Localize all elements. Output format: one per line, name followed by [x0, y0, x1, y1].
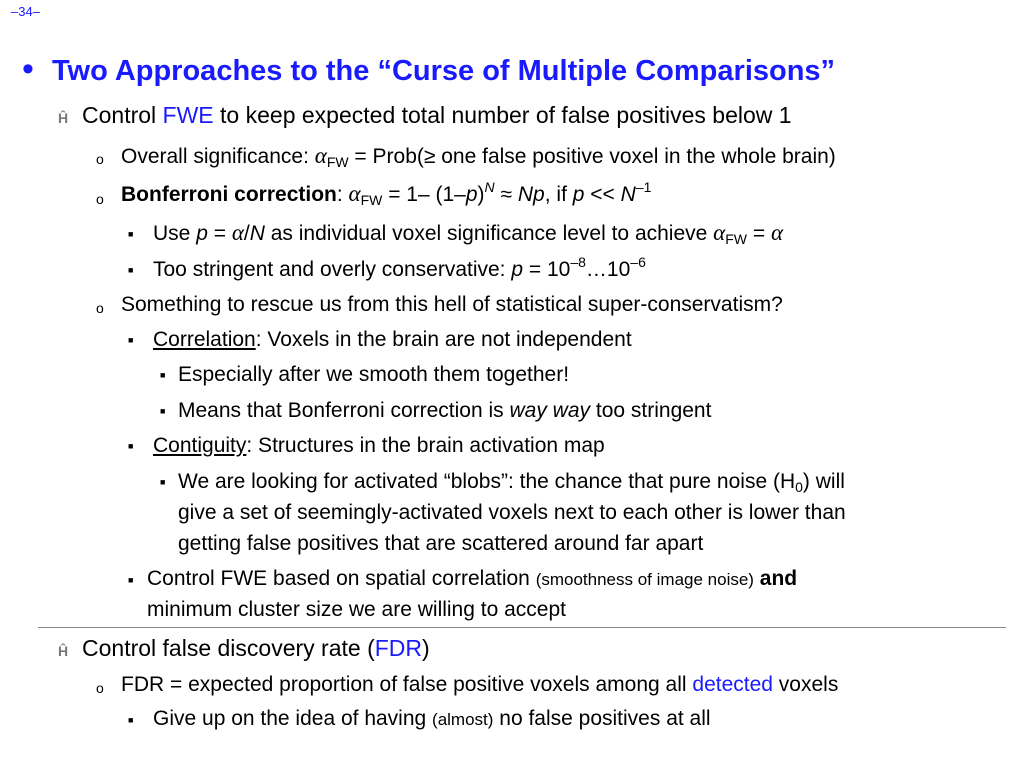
- way-too-stringent: Means that Bonferroni correction is way way too stringent: [178, 399, 712, 422]
- square-bullet-icon: ■: [160, 370, 166, 380]
- blobs-line-2: give a set of seemingly-activated voxels next to each other is lower than: [178, 501, 846, 524]
- fwe-heading: Control FWE to keep expected total number of false positives below 1: [82, 102, 792, 128]
- section-divider: [38, 627, 1006, 628]
- too-stringent: Too stringent and overly conservative: $p = 10^{-8}\dots 10^{-6}$: [153, 254, 646, 281]
- page-number: –34–: [11, 4, 40, 19]
- blobs-line-1: We are looking for activated “blobs”: the chance that pure noise $(H_0)$ will: [178, 470, 845, 495]
- contiguity-item: Contiguity: Structures in the brain activation map: [153, 434, 605, 457]
- o-bullet-icon: o: [96, 151, 104, 167]
- square-bullet-icon: ■: [128, 229, 134, 239]
- square-bullet-icon: ■: [128, 715, 134, 725]
- o-bullet-icon: o: [96, 191, 104, 207]
- square-bullet-icon: ■: [128, 335, 134, 345]
- give-up-item: Give up on the idea of having (almost) no false positives at all: [153, 707, 711, 730]
- spatial-correlation-line-1: Control FWE based on spatial correlation (smoothness of image noise) and: [147, 567, 798, 590]
- overall-significance: Overall significance: $\alpha_{FW}$ = Prob(≥ one false positive voxel in the whole brain): [121, 143, 836, 170]
- smooth-together: Especially after we smooth them together!: [178, 363, 570, 386]
- bonferroni-correction: Bonferroni correction: $\alpha_{FW} = 1-$ $(1-p)^N \approx Np$, if $p << N^{-1}$: [121, 179, 652, 208]
- fdr-heading: Control false discovery rate (FDR): [82, 635, 430, 661]
- fdr-term: FDR: [374, 635, 423, 661]
- title-bullet-icon: •: [22, 50, 34, 88]
- square-bullet-icon: ■: [128, 575, 134, 585]
- square-bullet-icon: ■: [160, 477, 166, 487]
- square-bullet-icon: ■: [128, 265, 134, 275]
- square-bullet-icon: ■: [128, 441, 134, 451]
- fwe-term: FWE: [162, 102, 214, 128]
- square-bullet-icon: ■: [160, 406, 166, 416]
- h-bullet-icon: Ĥ: [58, 643, 69, 659]
- use-alpha-over-n: Use p = α/N as individual voxel significance level to achieve $\alpha_{FW} = \alpha$: [153, 220, 784, 247]
- blobs-line-3: getting false positives that are scattered around far apart: [178, 532, 704, 555]
- fdr-definition: FDR = expected proportion of false positive voxels among all detected voxels: [121, 673, 839, 696]
- o-bullet-icon: o: [96, 300, 104, 316]
- correlation-item: Correlation: Voxels in the brain are not independent: [153, 328, 632, 351]
- slide-title: Two Approaches to the “Curse of Multiple Comparisons”: [52, 55, 836, 87]
- spatial-correlation-line-2: minimum cluster size we are willing to accept: [147, 598, 566, 621]
- h-bullet-icon: Ĥ: [58, 110, 69, 126]
- o-bullet-icon: o: [96, 680, 104, 696]
- rescue-question: Something to rescue us from this hell of statistical super-conservatism?: [121, 293, 783, 316]
